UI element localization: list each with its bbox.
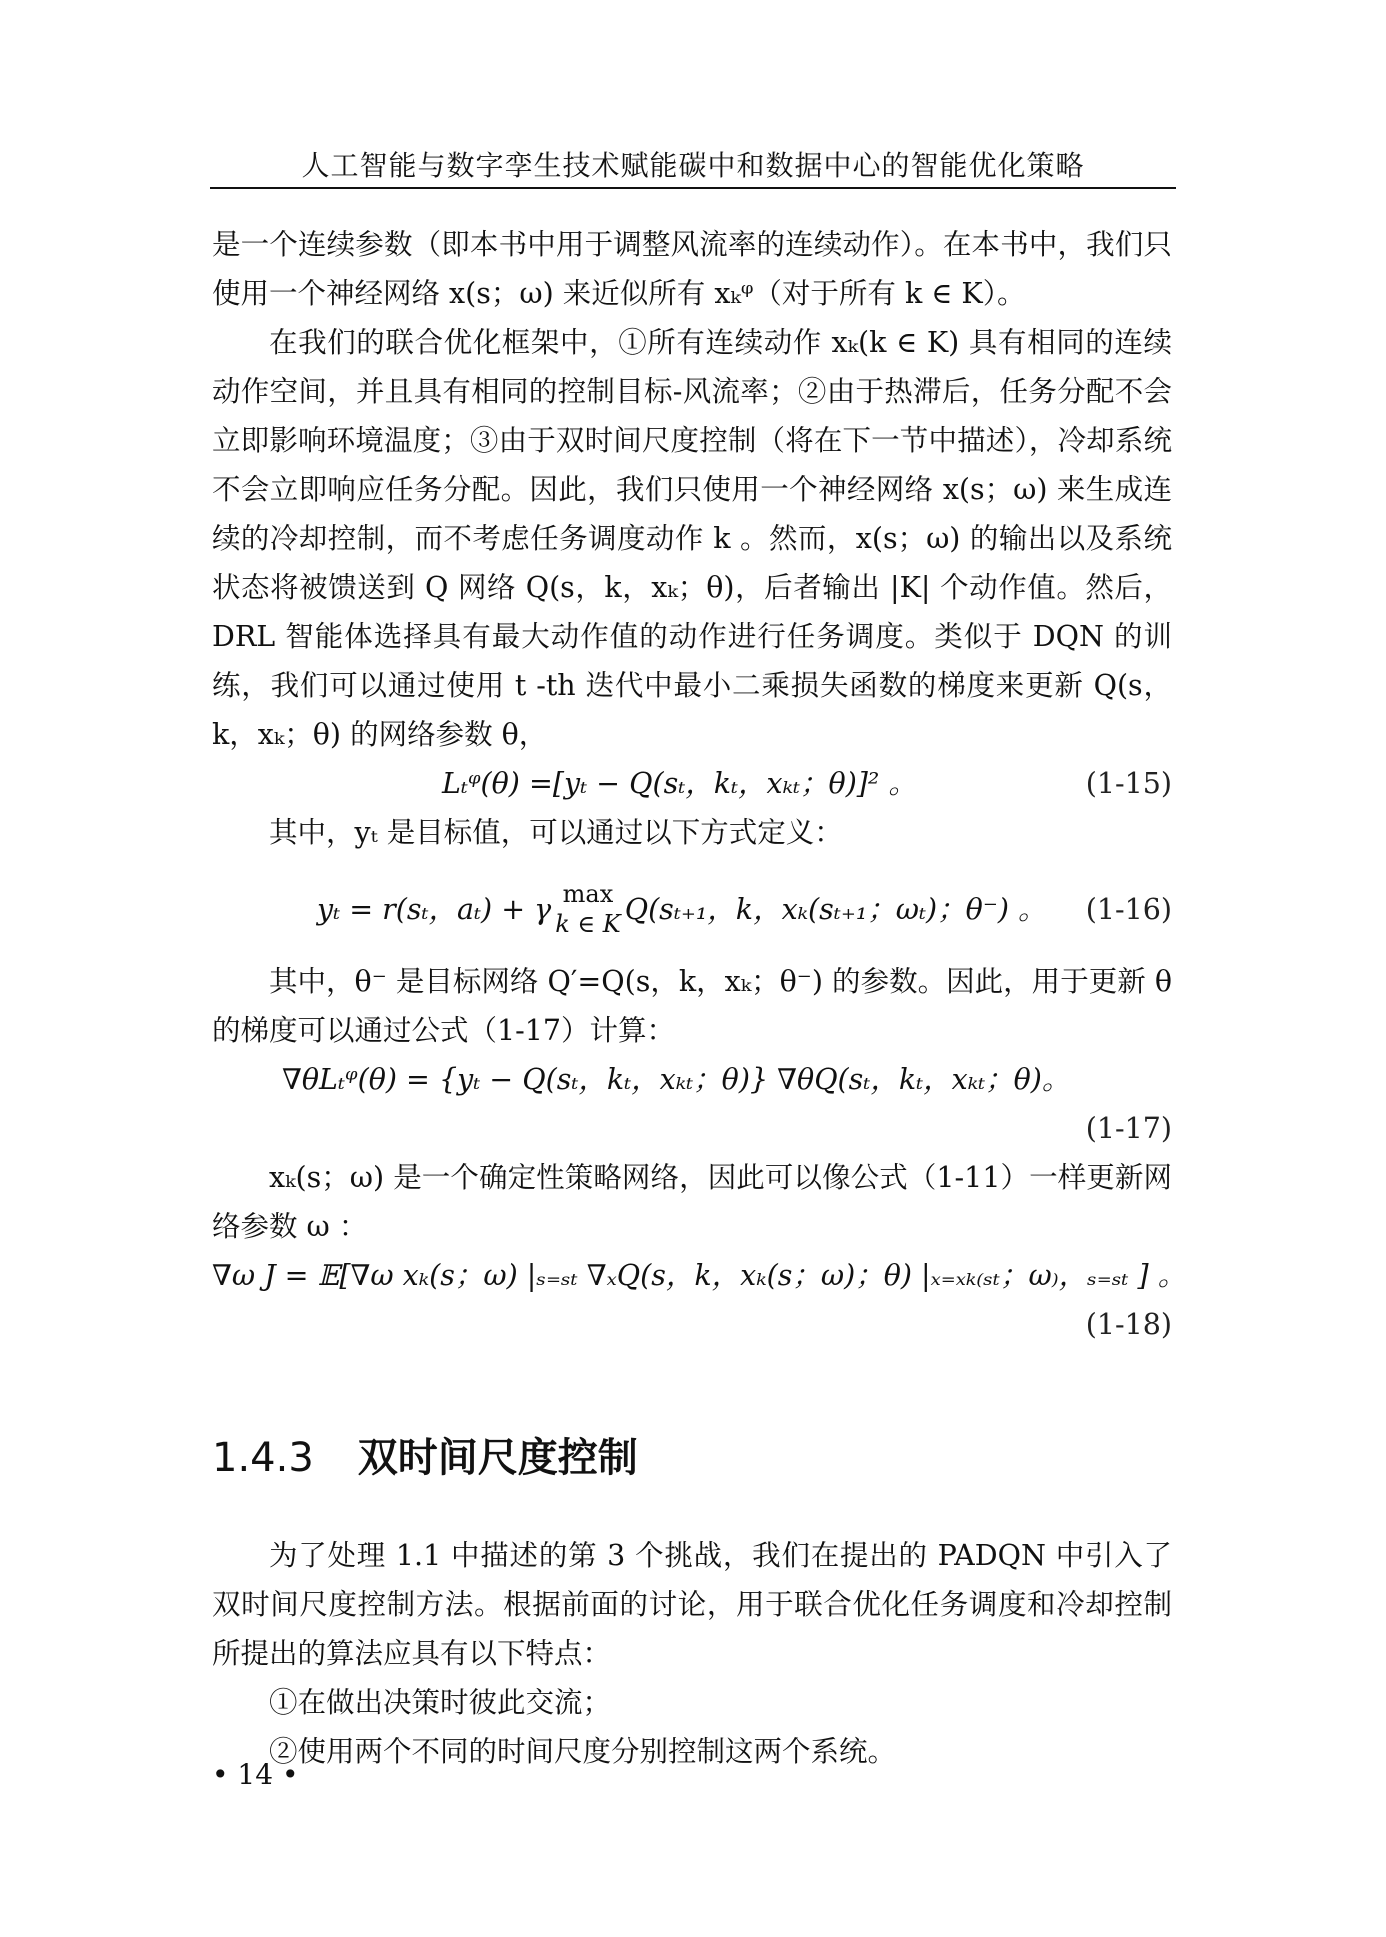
header-rule <box>210 187 1176 189</box>
paragraph: ①在做出决策时彼此交流； <box>269 1686 612 1719</box>
equation-number: (1-17) <box>1085 1112 1172 1145</box>
paragraph: 是一个连续参数（即本书中用于调整风流率的连续动作）。在本书中，我们只使用一个神经网络 x(s；ω) 来近似所有 xₖᵠ（对于所有 k ∈ K）。 <box>212 228 1172 310</box>
paragraph: 在我们的联合优化框架中，①所有连续动作 xₖ(k ∈ K) 具有相同的连续动作空间，并且具有相同的控制目标-风流率；②由于热滞后，任务分配不会立即影响环境温度；③由于双时间尺度控制（将在下一节中描述），冷却系统不会立即响应任务分配。因此，我们只使用一个神经网络 x(s；ω) 来生成连续的冷却控制，而不考虑任务调度动作 k 。然而，x(s；ω) 的输出以及系统状态将被馈送到 Q 网络 Q(s，k，xₖ；θ)，后者输出 |K| 个动作值。然后，DRL 智能体选择具有最大动作值的动作进行任务调度。类似于 DQN 的训练，我们可以通过使用 t -th 迭代中最小二乘损失函数的梯度来更新 Q(s，k，xₖ；θ) 的网络参数 θ， <box>212 326 1172 751</box>
equation-number: (1-18) <box>1085 1308 1172 1341</box>
page-number: • 14 • <box>212 1758 299 1791</box>
running-head: 人工智能与数字孪生技术赋能碳中和数据中心的智能优化策略 <box>301 149 1085 182</box>
section-heading <box>212 1427 1172 1489</box>
equation-number: (1-16) <box>1085 892 1172 926</box>
paragraph: 为了处理 1.1 中描述的第 3 个挑战，我们在提出的 PADQN 中引入了双时间尺度控制方法。根据前面的讨论，用于联合优化任务调度和冷却控制所提出的算法应具有以下特点： <box>212 1539 1172 1670</box>
page-body <box>212 220 1187 1776</box>
section-title: 双时间尺度控制 <box>357 1435 638 1481</box>
paragraph: ②使用两个不同的时间尺度分别控制这两个系统。 <box>269 1735 897 1768</box>
equation-lhs: yₜ = r(sₜ，aₜ) + γ <box>317 892 552 926</box>
paragraph: 其中，θ⁻ 是目标网络 Q′=Q(s，k，xₖ；θ⁻) 的参数。因此，用于更新 θ 的梯度可以通过公式（1-17）计算： <box>212 965 1172 1047</box>
equation <box>212 759 1172 808</box>
equation-expression: ∇ω J = 𝔼[∇ω xₖ(s；ω) |ₛ₌ₛₜ ∇ₓQ(s，k，xₖ(s；ω)；θ) |ₓ₌ₓₖ₍ₛₜ；ω₎，ₛ₌ₛₜ ] 。 <box>212 1259 1187 1292</box>
max-operator <box>555 879 621 939</box>
equation-number: (1-15) <box>1085 767 1172 800</box>
paragraph: 其中，yₜ 是目标值，可以通过以下方式定义： <box>269 816 843 849</box>
equation <box>212 1251 1187 1300</box>
max-subscript: k ∈ K <box>555 910 621 938</box>
paragraph: xₖ(s；ω) 是一个确定性策略网络，因此可以像公式（1-11）一样更新网络参数 ω ： <box>212 1161 1172 1243</box>
equation <box>212 1055 1172 1104</box>
equation-expression: Lₜᵠ(θ) =[yₜ − Q(sₜ，kₜ，xₖₜ；θ)]² 。 <box>442 767 917 800</box>
max-label: max <box>562 880 614 908</box>
equation-expression: ∇θLₜᵠ(θ) = {yₜ − Q(sₜ，kₜ，xₖₜ；θ)} ∇θQ(sₜ，kₜ，xₖₜ；θ)。 <box>282 1063 1071 1096</box>
section-number: 1.4.3 <box>212 1435 314 1481</box>
equation-rhs: Q(sₜ₊₁，k，xₖ(sₜ₊₁；ωₜ)；θ⁻) 。 <box>624 892 1047 926</box>
equation <box>212 861 1172 957</box>
equation-expression <box>317 879 1047 939</box>
